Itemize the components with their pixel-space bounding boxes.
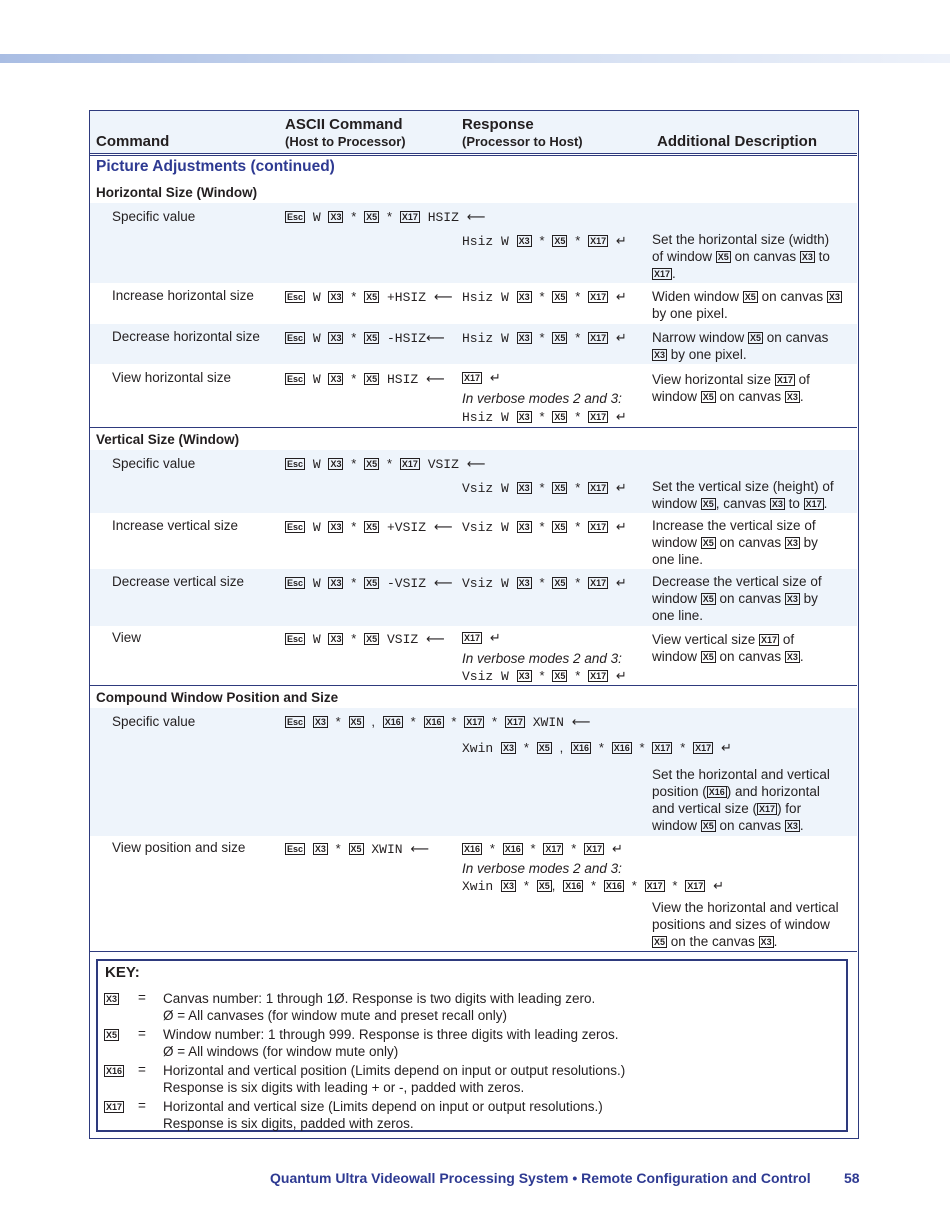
header-host-to-processor: (Host to Processor)	[285, 134, 406, 149]
code-w: W	[501, 481, 509, 496]
code-w: W	[312, 290, 321, 305]
cmd-h-decrease: Decrease horizontal size	[112, 329, 260, 344]
return-icon: ↵	[615, 410, 627, 425]
x3-var: X3	[503, 881, 515, 891]
key-x17-line1: Horizontal and vertical size (Limits depend on input or output resolutions.)	[163, 1099, 603, 1114]
verbose-note: In verbose modes 2 and 3:	[462, 651, 622, 666]
code-w: W	[312, 331, 321, 346]
resp-h-increase: Hsiz W X3 * X5 * X17 ↵	[462, 289, 627, 305]
header-response: Response	[462, 116, 534, 133]
return-icon: ↵	[489, 631, 501, 646]
x17-var: X17	[464, 633, 481, 643]
x3-var: X3	[518, 522, 530, 532]
esc-key: Esc	[287, 578, 304, 588]
x17-var: X17	[590, 333, 607, 343]
return-icon: ↵	[489, 371, 501, 386]
code-vsiz: VSIZ	[386, 632, 419, 647]
cmd-v-increase: Increase vertical size	[112, 518, 239, 533]
cmd-h-view: View horizontal size	[112, 370, 232, 385]
ascii-c-view: Esc X3 * X5 XWIN ⟵	[287, 841, 430, 857]
table-end-rule	[90, 951, 857, 952]
esc-key: Esc	[287, 212, 304, 222]
desc-h-specific: Set the horizontal size (width) of window X5 on canvas X3 to X17 .	[652, 232, 830, 281]
code-plus-hsiz: +HSIZ	[386, 290, 426, 305]
left-arrow-icon: ⟵	[571, 715, 591, 730]
desc-v-specific: Set the vertical size (height) of window X5 , canvas X3 to X17 .	[652, 479, 834, 511]
left-arrow-icon: ⟵	[466, 210, 486, 225]
key-x3-line1: Canvas number: 1 through 1Ø. Response is two digits with leading zero.	[163, 991, 596, 1006]
key-title: KEY:	[105, 964, 140, 981]
resp-v-specific: Vsiz W X3 * X5 * X17 ↵	[462, 480, 627, 496]
code-hsiz-resp: Hsiz	[462, 331, 494, 346]
resp-c-view: X16 * X16 * X17 * X17 ↵	[464, 841, 623, 857]
return-icon: ↵	[611, 842, 623, 857]
code-w: W	[312, 576, 321, 591]
x16-var: X16	[425, 717, 442, 727]
resp-c-view-verbose: Xwin X3 * X5 , X16 * X16 * X17 * X17 ↵	[462, 878, 725, 894]
ascii-h-specific: Esc W X3 * X5 * X17 HSIZ ⟵	[287, 209, 486, 225]
x17-var: X17	[590, 483, 607, 493]
desc-h-view: View horizontal size X17 of window X5 on canvas X3 .	[652, 372, 810, 404]
resp-v-view	[462, 631, 501, 647]
resp-h-decrease: Hsiz W X3 * X5 * X17 ↵	[462, 330, 627, 346]
ascii-v-view: Esc W X3 * X5 VSIZ ⟵	[287, 631, 445, 647]
desc-c-specific: Set the horizontal and vertical position ( X16 ) and horizontal and vertical size ( X17 ) for window X5 on canvas X3 .	[652, 767, 830, 833]
left-arrow-icon: ⟵	[433, 576, 453, 591]
esc-key: Esc	[287, 459, 304, 469]
key-code-x17: X17	[106, 1102, 123, 1112]
code-hsiz-resp: Hsiz	[462, 234, 494, 249]
code-w: W	[312, 520, 321, 535]
left-arrow-icon: ⟵	[410, 842, 430, 857]
x3-var: X3	[330, 459, 342, 469]
header-additional-description: Additional Description	[657, 133, 818, 150]
x3-var: X3	[518, 236, 530, 246]
left-arrow-icon: ⟵	[433, 520, 453, 535]
verbose-note: In verbose modes 2 and 3:	[462, 391, 622, 406]
esc-key: Esc	[287, 374, 304, 384]
x17-var: X17	[464, 373, 481, 383]
header-ascii-command: ASCII Command	[285, 116, 403, 133]
x3-var: X3	[518, 292, 530, 302]
header-rule	[90, 155, 857, 156]
key-code-x16: X16	[106, 1066, 123, 1076]
x16-var: X16	[504, 844, 521, 854]
group-vertical-size: Vertical Size (Window)	[96, 432, 240, 447]
return-icon: ↵	[615, 576, 627, 591]
x16-var: X16	[573, 743, 590, 753]
key-equals: =	[138, 1062, 146, 1077]
x17-var: X17	[466, 717, 483, 727]
x3-var: X3	[518, 578, 530, 588]
esc-key: Esc	[287, 333, 304, 343]
desc-c-view: View the horizontal and vertical positions and sizes of window X5 on the canvas X3 .	[652, 900, 839, 949]
return-icon: ↵	[615, 290, 627, 305]
x17-var: X17	[590, 236, 607, 246]
x5-var: X5	[366, 333, 378, 343]
resp-c-specific: Xwin X3 * X5 , X16 * X16 * X17 * X17 ↵	[462, 740, 732, 756]
esc-key: Esc	[287, 844, 304, 854]
cmd-h-increase: Increase horizontal size	[112, 288, 254, 303]
ascii-v-increase: Esc W X3 * X5 +VSIZ ⟵	[287, 519, 453, 535]
x5-var: X5	[366, 212, 378, 222]
code-w: W	[312, 210, 321, 225]
x3-var: X3	[330, 634, 342, 644]
footer-title: Quantum Ultra Videowall Processing System • Remote Configuration and Control	[270, 1170, 811, 1186]
x17-var: X17	[695, 743, 712, 753]
x3-var: X3	[518, 671, 530, 681]
resp-h-view	[462, 371, 501, 387]
group-rule	[90, 427, 857, 428]
x5-var: X5	[366, 459, 378, 469]
key-equals: =	[138, 990, 146, 1005]
x5-var: X5	[366, 634, 378, 644]
desc-v-view: View vertical size X17 of window X5 on canvas X3 .	[652, 632, 804, 664]
x3-var: X3	[330, 522, 342, 532]
x16-var: X16	[605, 881, 622, 891]
return-icon: ↵	[615, 234, 627, 249]
return-icon: ↵	[720, 741, 732, 756]
left-arrow-icon: ⟵	[433, 290, 453, 305]
code-vsiz-resp: Vsiz	[462, 669, 494, 684]
resp-v-increase: Vsiz W X3 * X5 * X17 ↵	[462, 519, 627, 535]
x5-var: X5	[350, 844, 362, 854]
key-x16-line2: Response is six digits with leading + or -, padded with zeros.	[163, 1080, 525, 1095]
x3-var: X3	[518, 412, 530, 422]
key-x5-line1: Window number: 1 through 999. Response is three digits with leading zeros.	[163, 1027, 619, 1042]
key-x17-line2: Response is six digits, padded with zeros.	[163, 1116, 414, 1131]
code-xwin-resp: Xwin	[462, 741, 494, 756]
x5-var: X5	[554, 292, 566, 302]
desc-v-increase: Increase the vertical size of window X5 on canvas X3 by one line.	[652, 518, 818, 567]
left-arrow-icon: ⟵	[426, 372, 445, 387]
code-xwin-resp: Xwin	[462, 879, 494, 894]
esc-key: Esc	[287, 292, 304, 302]
x17-var: X17	[687, 881, 704, 891]
return-icon: ↵	[615, 331, 627, 346]
x17-var: X17	[401, 459, 418, 469]
cmd-c-specific: Specific value	[112, 714, 196, 729]
x5-var: X5	[538, 881, 550, 891]
ascii-v-specific: Esc W X3 * X5 * X17 VSIZ ⟵	[287, 456, 486, 472]
x5-var: X5	[554, 236, 566, 246]
return-icon: ↵	[713, 879, 725, 894]
ascii-h-decrease: Esc W X3 * X5 -HSIZ⟵	[287, 330, 445, 346]
key-x3-line2: Ø = All canvases (for window mute and preset recall only)	[163, 1008, 508, 1023]
x3-var: X3	[330, 333, 342, 343]
x5-var: X5	[366, 578, 378, 588]
x3-var: X3	[314, 844, 326, 854]
x17-var: X17	[401, 212, 418, 222]
cmd-h-specific: Specific value	[112, 209, 196, 224]
code-plus-vsiz: +VSIZ	[386, 520, 426, 535]
x5-var: X5	[554, 333, 566, 343]
esc-key: Esc	[287, 717, 304, 727]
return-icon: ↵	[615, 481, 627, 496]
x16-var: X16	[384, 717, 401, 727]
cmd-v-specific: Specific value	[112, 456, 196, 471]
code-vsiz: VSIZ	[427, 457, 459, 472]
resp-h-specific: Hsiz W X3 * X5 * X17 ↵	[462, 233, 627, 249]
code-w: W	[501, 520, 509, 535]
code-w: W	[501, 410, 509, 425]
group-horizontal-size: Horizontal Size (Window)	[96, 185, 258, 200]
x17-var: X17	[590, 578, 607, 588]
code-xwin: XWIN	[532, 715, 564, 730]
code-hsiz-resp: Hsiz	[462, 410, 494, 425]
code-w: W	[501, 234, 509, 249]
code-minus-hsiz: -HSIZ	[386, 331, 426, 346]
x17-var: X17	[646, 881, 663, 891]
command-table	[89, 110, 859, 1139]
code-vsiz-resp: Vsiz	[462, 520, 494, 535]
esc-key: Esc	[287, 522, 304, 532]
key-x16-line1: Horizontal and vertical position (Limits depend on input or output resolutions.)	[163, 1063, 626, 1078]
key-x5-line2: Ø = All windows (for window mute only)	[163, 1044, 399, 1059]
return-icon: ↵	[615, 669, 627, 684]
top-gradient-bar	[0, 54, 950, 63]
code-w: W	[501, 669, 509, 684]
x17-var: X17	[654, 743, 671, 753]
x17-var: X17	[545, 844, 562, 854]
x3-var: X3	[330, 212, 342, 222]
x3-var: X3	[518, 333, 530, 343]
key-equals: =	[138, 1026, 146, 1041]
x3-var: X3	[330, 292, 342, 302]
x5-var: X5	[554, 522, 566, 532]
x16-var: X16	[565, 881, 582, 891]
key-code-x3: X3	[106, 994, 118, 1004]
group-compound: Compound Window Position and Size	[96, 690, 339, 705]
key-code-x5: X5	[106, 1030, 118, 1040]
x17-var: X17	[590, 292, 607, 302]
code-hsiz: HSIZ	[427, 210, 459, 225]
cmd-c-view: View position and size	[112, 840, 246, 855]
ascii-v-decrease: Esc W X3 * X5 -VSIZ ⟵	[287, 575, 453, 591]
x17-var: X17	[506, 717, 523, 727]
code-xwin: XWIN	[371, 842, 403, 857]
code-w: W	[501, 290, 509, 305]
x5-var: X5	[366, 522, 378, 532]
resp-v-view-verbose: Vsiz W X3 * X5 * X17 ↵	[462, 668, 627, 684]
code-w: W	[312, 632, 321, 647]
x5-var: X5	[554, 578, 566, 588]
left-arrow-icon: ⟵	[466, 457, 486, 472]
x5-var: X5	[366, 292, 378, 302]
x3-var: X3	[503, 743, 515, 753]
page-number: 58	[844, 1170, 860, 1186]
code-vsiz-resp: Vsiz	[462, 576, 494, 591]
x17-var: X17	[590, 412, 607, 422]
code-w: W	[501, 331, 509, 346]
x3-var: X3	[518, 483, 530, 493]
x3-var: X3	[314, 717, 326, 727]
code-minus-vsiz: -VSIZ	[386, 576, 426, 591]
x5-var: X5	[554, 671, 566, 681]
cmd-v-view: View	[112, 630, 142, 645]
section-title: Picture Adjustments (continued)	[96, 158, 335, 175]
code-w: W	[501, 576, 509, 591]
code-hsiz-resp: Hsiz	[462, 290, 494, 305]
code-w: W	[312, 457, 321, 472]
x16-var: X16	[613, 743, 630, 753]
esc-key: Esc	[287, 634, 304, 644]
key-box	[96, 959, 848, 1132]
x5-var: X5	[538, 743, 550, 753]
desc-v-decrease: Decrease the vertical size of window X5 on canvas X3 by one line.	[652, 574, 822, 623]
desc-h-increase: Widen window X5 on canvas X3 by one pixel.	[652, 289, 840, 321]
x5-var: X5	[350, 717, 362, 727]
return-icon: ↵	[615, 520, 627, 535]
verbose-note: In verbose modes 2 and 3:	[462, 861, 622, 876]
x16-var: X16	[464, 844, 481, 854]
x17-var: X17	[590, 671, 607, 681]
ascii-h-increase: Esc W X3 * X5 +HSIZ ⟵	[287, 289, 453, 305]
desc-h-decrease: Narrow window X5 on canvas X3 by one pixel.	[652, 330, 829, 362]
x5-var: X5	[554, 483, 566, 493]
x3-var: X3	[330, 374, 342, 384]
key-equals: =	[138, 1098, 146, 1113]
resp-h-view-verbose: Hsiz W X3 * X5 * X17 ↵	[462, 409, 627, 425]
x5-var: X5	[554, 412, 566, 422]
header-processor-to-host: (Processor to Host)	[462, 134, 583, 149]
left-arrow-icon: ⟵	[426, 331, 445, 346]
resp-v-decrease: Vsiz W X3 * X5 * X17 ↵	[462, 575, 627, 591]
group-rule	[90, 685, 857, 686]
x5-var: X5	[366, 374, 378, 384]
x17-var: X17	[586, 844, 603, 854]
header-command: Command	[96, 133, 170, 150]
left-arrow-icon: ⟵	[426, 632, 445, 647]
x3-var: X3	[330, 578, 342, 588]
cmd-v-decrease: Decrease vertical size	[112, 574, 245, 589]
ascii-h-view: Esc W X3 * X5 HSIZ ⟵	[287, 371, 445, 387]
ascii-c-specific: Esc X3 * X5 , X16 * X16 * X17 * X17 XWIN ⟵	[287, 714, 591, 730]
code-vsiz-resp: Vsiz	[462, 481, 494, 496]
x17-var: X17	[590, 522, 607, 532]
code-w: W	[312, 372, 321, 387]
code-hsiz: HSIZ	[386, 372, 419, 387]
